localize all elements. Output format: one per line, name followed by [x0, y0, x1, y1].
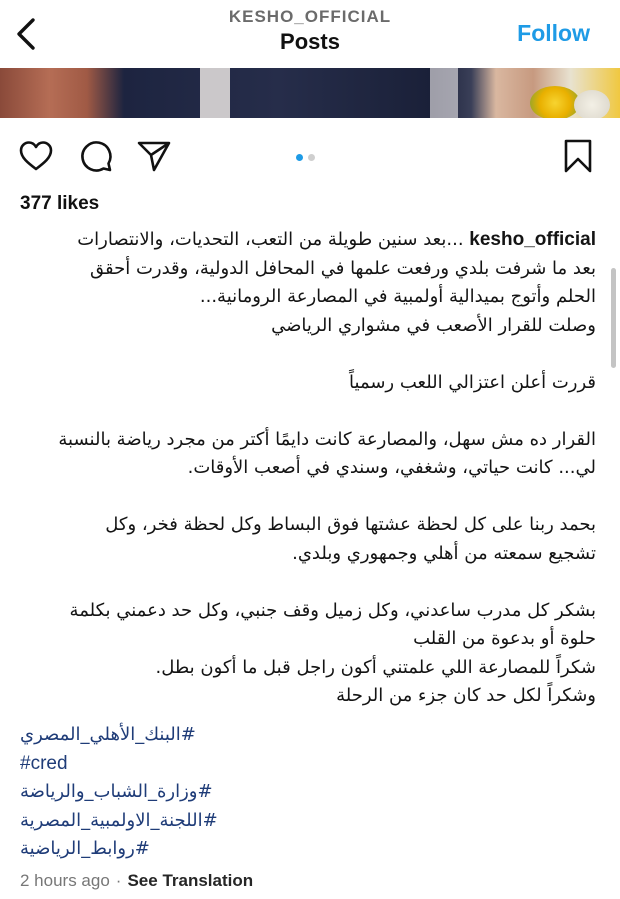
caption-line: حلوة أو بدعوة من القلب — [413, 628, 596, 649]
caption-line: لي... كانت حياتي، وشغفي، وسندي في أصعب الأوقات. — [187, 457, 596, 478]
caption-paragraph — [20, 426, 596, 483]
follow-button[interactable]: Follow — [517, 20, 590, 46]
post-image[interactable] — [0, 68, 620, 118]
footer-separator: · — [115, 871, 122, 890]
image-detail — [530, 86, 580, 118]
caption-paragraph — [20, 511, 596, 568]
carousel-dot[interactable] — [308, 154, 315, 161]
caption-line: القرار ده مش سهل، والمصارعة كانت دايمًا أكتر من مجرد رياضة بالنسبة — [58, 428, 596, 450]
hashtag-list — [20, 721, 320, 864]
carousel-indicator — [296, 148, 320, 156]
comment-icon[interactable] — [78, 138, 114, 174]
post-timestamp: 2 hours ago — [20, 871, 110, 890]
see-translation-link[interactable]: See Translation — [127, 871, 254, 890]
caption-line: الحلم وأتوج بميدالية أولمبية في المصارعة الرومانية... — [199, 286, 596, 307]
caption-line: تشجيع سمعته من أهلي وجمهوري وبلدي. — [292, 542, 596, 564]
image-detail — [200, 68, 230, 118]
caption-line: شكراً للمصارعة اللي علمتني أكون راجل قبل ما أكون بطل. — [155, 656, 596, 678]
author-username[interactable]: kesho_official — [469, 229, 596, 250]
hashtag-link[interactable]: #روابط_الرياضية — [20, 838, 150, 859]
caption-line: بحمد ربنا على كل لحظة عشتها فوق البساط وكل لحظة فخر، وكل — [105, 514, 596, 535]
caption-paragraph — [20, 597, 596, 711]
caption-line: قررت أعلن اعتزالي اللعب رسمياً — [349, 371, 596, 393]
image-detail — [574, 90, 610, 118]
heart-icon[interactable] — [18, 138, 54, 174]
hashtag-link[interactable]: #البنك_الأهلي_المصري — [20, 724, 196, 745]
caption-line: وصلت للقرار الأصعب في مشواري الرياضي — [271, 314, 596, 336]
caption-text: ...بعد سنين طويلة من التعب، التحديات، والانتصارات — [77, 229, 464, 250]
send-icon[interactable] — [136, 138, 172, 174]
post-caption — [20, 226, 596, 739]
post-footer — [20, 871, 253, 891]
caption-line — [20, 226, 596, 255]
carousel-dot-active[interactable] — [296, 154, 303, 161]
hashtag-link[interactable]: #اللجنة_الاولمبية_المصرية — [20, 809, 218, 831]
likes-count[interactable]: 377 likes — [20, 193, 100, 214]
bookmark-icon[interactable] — [560, 138, 596, 174]
scrollbar[interactable] — [611, 268, 616, 368]
caption-paragraph — [20, 369, 596, 398]
page-title: Posts — [280, 29, 340, 54]
hashtag-link[interactable]: #وزارة_الشباب_والرياضة — [20, 781, 213, 802]
top-bar — [0, 0, 620, 68]
caption-paragraph — [20, 226, 596, 340]
header-username: KESHO_OFFICIAL — [228, 7, 392, 26]
caption-line: بعد ما شرفت بلدي ورفعت علمها في المحافل الدولية، وقدرت أحقق — [90, 257, 596, 279]
caption-line: وشكراً لكل حد كان جزء من الرحلة — [336, 685, 596, 706]
caption-line: بشكر كل مدرب ساعدني، وكل زميل وقف جنبي، وكل حد دعمني بكلمة — [69, 599, 596, 621]
image-detail — [430, 68, 458, 118]
hashtag-link[interactable]: #cred — [20, 752, 68, 774]
